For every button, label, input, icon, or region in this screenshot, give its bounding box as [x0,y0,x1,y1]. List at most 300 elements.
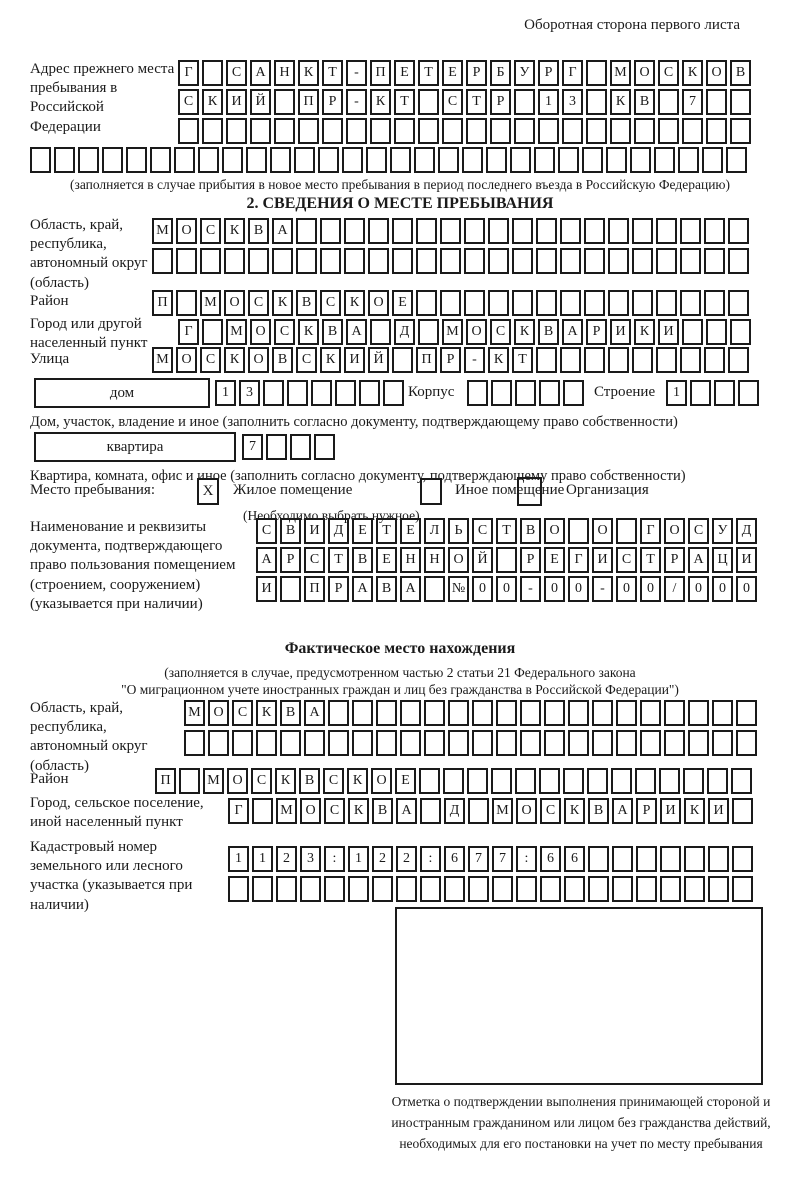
char-cell[interactable]: Р [466,60,487,86]
char-cell[interactable] [640,700,661,726]
char-cell[interactable]: О [634,60,655,86]
char-cell[interactable]: Д [394,319,415,345]
char-cell[interactable] [562,118,583,144]
char-cell[interactable] [728,248,749,274]
char-cell[interactable] [584,290,605,316]
char-cell[interactable]: 3 [239,380,260,406]
char-cell[interactable] [516,876,537,902]
char-cell[interactable] [730,319,751,345]
char-cell[interactable] [616,518,637,544]
char-cell[interactable] [344,248,365,274]
char-cell[interactable]: О [176,347,197,373]
char-cell[interactable]: К [564,798,585,824]
char-cell[interactable] [536,290,557,316]
char-cell[interactable]: Л [424,518,445,544]
char-cell[interactable]: К [202,89,223,115]
char-cell[interactable] [706,89,727,115]
char-cell[interactable] [682,118,703,144]
char-cell[interactable] [152,248,173,274]
char-cell[interactable] [226,118,247,144]
char-cell[interactable]: М [152,347,173,373]
char-cell[interactable] [491,768,512,794]
char-cell[interactable]: Т [466,89,487,115]
char-cell[interactable]: И [344,347,365,373]
char-cell[interactable] [611,768,632,794]
char-cell[interactable]: Н [424,547,445,573]
char-cell[interactable]: Т [512,347,533,373]
char-cell[interactable] [274,89,295,115]
char-cell[interactable]: В [299,768,320,794]
char-cell[interactable]: В [538,319,559,345]
char-cell[interactable] [564,876,585,902]
char-cell[interactable] [512,248,533,274]
char-cell[interactable] [202,319,223,345]
char-cell[interactable] [568,730,589,756]
char-cell[interactable] [328,730,349,756]
char-cell[interactable]: И [736,547,757,573]
char-cell[interactable]: Н [274,60,295,86]
char-cell[interactable] [263,380,284,406]
char-cell[interactable] [632,218,653,244]
char-cell[interactable] [438,147,459,173]
char-cell[interactable]: О [706,60,727,86]
char-cell[interactable] [208,730,229,756]
char-cell[interactable] [414,147,435,173]
char-cell[interactable] [608,347,629,373]
char-cell[interactable]: В [588,798,609,824]
char-cell[interactable] [702,147,723,173]
char-cell[interactable]: Е [394,60,415,86]
char-cell[interactable] [448,700,469,726]
char-cell[interactable]: Р [328,576,349,602]
char-cell[interactable]: У [712,518,733,544]
char-cell[interactable] [496,547,517,573]
char-cell[interactable] [712,730,733,756]
char-cell[interactable] [512,290,533,316]
char-cell[interactable] [448,730,469,756]
char-cell[interactable] [368,248,389,274]
char-cell[interactable] [352,730,373,756]
char-cell[interactable]: С [472,518,493,544]
checkbox-organization[interactable] [517,477,542,506]
char-cell[interactable] [314,434,335,460]
char-cell[interactable] [608,248,629,274]
char-cell[interactable]: К [272,290,293,316]
char-cell[interactable]: К [275,768,296,794]
char-cell[interactable]: О [368,290,389,316]
char-cell[interactable] [708,846,729,872]
char-cell[interactable] [568,518,589,544]
char-cell[interactable] [396,876,417,902]
char-cell[interactable]: И [610,319,631,345]
char-cell[interactable] [179,768,200,794]
char-cell[interactable] [704,248,725,274]
char-cell[interactable]: Ц [712,547,733,573]
char-cell[interactable] [464,218,485,244]
char-cell[interactable] [704,347,725,373]
char-cell[interactable]: 1 [348,846,369,872]
char-cell[interactable] [636,846,657,872]
char-cell[interactable] [512,218,533,244]
char-cell[interactable]: С [178,89,199,115]
char-cell[interactable] [608,218,629,244]
apartment-type-box[interactable]: квартира [34,432,236,462]
char-cell[interactable]: С [616,547,637,573]
char-cell[interactable] [706,319,727,345]
char-cell[interactable] [492,876,513,902]
char-cell[interactable] [176,290,197,316]
char-cell[interactable] [634,118,655,144]
char-cell[interactable]: А [396,798,417,824]
char-cell[interactable] [510,147,531,173]
char-cell[interactable] [232,730,253,756]
char-cell[interactable] [467,768,488,794]
char-cell[interactable] [610,118,631,144]
char-cell[interactable]: А [562,319,583,345]
char-cell[interactable]: В [634,89,655,115]
char-cell[interactable] [688,730,709,756]
char-cell[interactable]: М [203,768,224,794]
char-cell[interactable] [563,768,584,794]
char-cell[interactable]: 1 [538,89,559,115]
char-cell[interactable] [224,248,245,274]
char-cell[interactable] [732,846,753,872]
char-cell[interactable]: В [352,547,373,573]
char-cell[interactable] [630,147,651,173]
char-cell[interactable] [486,147,507,173]
char-cell[interactable] [298,118,319,144]
char-cell[interactable] [202,60,223,86]
char-cell[interactable]: О [176,218,197,244]
char-cell[interactable]: В [376,576,397,602]
char-cell[interactable]: О [448,547,469,573]
char-cell[interactable] [392,248,413,274]
char-cell[interactable] [520,730,541,756]
char-cell[interactable] [468,876,489,902]
char-cell[interactable] [344,218,365,244]
char-cell[interactable] [280,730,301,756]
char-cell[interactable]: О [544,518,565,544]
char-cell[interactable] [416,248,437,274]
char-cell[interactable]: - [520,576,541,602]
char-cell[interactable]: 0 [496,576,517,602]
char-cell[interactable]: 1 [252,846,273,872]
char-cell[interactable]: К [298,60,319,86]
char-cell[interactable] [586,60,607,86]
char-cell[interactable] [632,347,653,373]
char-cell[interactable]: К [348,798,369,824]
char-cell[interactable]: У [514,60,535,86]
char-cell[interactable]: 0 [736,576,757,602]
char-cell[interactable] [488,290,509,316]
char-cell[interactable]: И [304,518,325,544]
char-cell[interactable]: / [664,576,685,602]
char-cell[interactable]: О [250,319,271,345]
char-cell[interactable] [420,798,441,824]
char-cell[interactable]: 2 [372,846,393,872]
char-cell[interactable] [654,147,675,173]
char-cell[interactable] [368,218,389,244]
char-cell[interactable]: Б [490,60,511,86]
char-cell[interactable] [256,730,277,756]
char-cell[interactable] [728,218,749,244]
char-cell[interactable] [664,700,685,726]
char-cell[interactable] [568,700,589,726]
char-cell[interactable] [366,147,387,173]
char-cell[interactable]: 1 [228,846,249,872]
char-cell[interactable]: Р [490,89,511,115]
char-cell[interactable]: О [516,798,537,824]
char-cell[interactable]: П [370,60,391,86]
char-cell[interactable] [606,147,627,173]
char-cell[interactable] [683,768,704,794]
char-cell[interactable] [318,147,339,173]
char-cell[interactable]: Н [400,547,421,573]
char-cell[interactable]: 0 [544,576,565,602]
char-cell[interactable] [730,89,751,115]
char-cell[interactable] [376,730,397,756]
char-cell[interactable]: : [420,846,441,872]
char-cell[interactable] [320,248,341,274]
char-cell[interactable]: Г [562,60,583,86]
char-cell[interactable]: М [184,700,205,726]
char-cell[interactable] [352,700,373,726]
char-cell[interactable] [370,118,391,144]
char-cell[interactable] [304,730,325,756]
char-cell[interactable]: В [322,319,343,345]
char-cell[interactable] [608,290,629,316]
char-cell[interactable] [656,347,677,373]
char-cell[interactable]: С [320,290,341,316]
char-cell[interactable] [714,380,735,406]
char-cell[interactable]: - [346,89,367,115]
char-cell[interactable]: С [324,798,345,824]
char-cell[interactable] [536,248,557,274]
char-cell[interactable]: Т [496,518,517,544]
char-cell[interactable]: 7 [682,89,703,115]
char-cell[interactable] [656,290,677,316]
char-cell[interactable] [174,147,195,173]
char-cell[interactable]: Е [352,518,373,544]
char-cell[interactable]: К [684,798,705,824]
char-cell[interactable]: К [224,347,245,373]
char-cell[interactable] [78,147,99,173]
char-cell[interactable] [322,118,343,144]
char-cell[interactable]: А [272,218,293,244]
char-cell[interactable] [584,248,605,274]
char-cell[interactable]: П [416,347,437,373]
char-cell[interactable]: И [592,547,613,573]
char-cell[interactable] [462,147,483,173]
char-cell[interactable] [680,248,701,274]
char-cell[interactable] [491,380,512,406]
char-cell[interactable]: Е [544,547,565,573]
char-cell[interactable]: О [371,768,392,794]
char-cell[interactable]: Р [636,798,657,824]
char-cell[interactable]: М [226,319,247,345]
char-cell[interactable] [359,380,380,406]
char-cell[interactable] [383,380,404,406]
char-cell[interactable] [636,876,657,902]
char-cell[interactable] [222,147,243,173]
char-cell[interactable]: 7 [492,846,513,872]
char-cell[interactable] [246,147,267,173]
char-cell[interactable] [440,290,461,316]
char-cell[interactable] [658,89,679,115]
char-cell[interactable] [680,290,701,316]
char-cell[interactable]: В [730,60,751,86]
char-cell[interactable]: К [514,319,535,345]
char-cell[interactable]: К [370,89,391,115]
char-cell[interactable] [416,290,437,316]
char-cell[interactable]: О [224,290,245,316]
char-cell[interactable] [420,876,441,902]
char-cell[interactable] [707,768,728,794]
char-cell[interactable]: С [490,319,511,345]
char-cell[interactable]: А [352,576,373,602]
char-cell[interactable] [680,218,701,244]
char-cell[interactable]: А [304,700,325,726]
char-cell[interactable] [680,347,701,373]
char-cell[interactable]: - [592,576,613,602]
char-cell[interactable] [30,147,51,173]
char-cell[interactable]: Г [178,60,199,86]
char-cell[interactable]: О [300,798,321,824]
char-cell[interactable] [612,846,633,872]
char-cell[interactable] [496,730,517,756]
char-cell[interactable] [515,768,536,794]
char-cell[interactable] [586,118,607,144]
char-cell[interactable] [659,768,680,794]
char-cell[interactable] [102,147,123,173]
char-cell[interactable]: П [152,290,173,316]
char-cell[interactable] [514,89,535,115]
char-cell[interactable] [660,846,681,872]
char-cell[interactable]: К [256,700,277,726]
char-cell[interactable] [560,248,581,274]
char-cell[interactable]: : [324,846,345,872]
char-cell[interactable] [424,700,445,726]
char-cell[interactable] [584,218,605,244]
char-cell[interactable] [640,730,661,756]
char-cell[interactable] [560,218,581,244]
char-cell[interactable]: Д [328,518,349,544]
char-cell[interactable] [588,846,609,872]
char-cell[interactable] [296,248,317,274]
char-cell[interactable]: Р [586,319,607,345]
char-cell[interactable] [728,290,749,316]
char-cell[interactable] [558,147,579,173]
char-cell[interactable]: О [227,768,248,794]
char-cell[interactable] [443,768,464,794]
char-cell[interactable]: М [492,798,513,824]
char-cell[interactable]: К [488,347,509,373]
char-cell[interactable] [632,248,653,274]
char-cell[interactable] [540,876,561,902]
char-cell[interactable] [250,118,271,144]
char-cell[interactable]: С [688,518,709,544]
char-cell[interactable] [730,118,751,144]
char-cell[interactable] [296,218,317,244]
char-cell[interactable] [54,147,75,173]
char-cell[interactable]: М [276,798,297,824]
char-cell[interactable] [534,147,555,173]
char-cell[interactable]: Е [395,768,416,794]
char-cell[interactable] [738,380,759,406]
char-cell[interactable] [346,118,367,144]
char-cell[interactable]: С [232,700,253,726]
char-cell[interactable]: С [248,290,269,316]
char-cell[interactable]: 2 [396,846,417,872]
char-cell[interactable]: Т [376,518,397,544]
char-cell[interactable]: 0 [472,576,493,602]
char-cell[interactable] [706,118,727,144]
char-cell[interactable] [370,319,391,345]
char-cell[interactable] [612,876,633,902]
char-cell[interactable]: Т [418,60,439,86]
char-cell[interactable]: 7 [242,434,263,460]
char-cell[interactable]: С [251,768,272,794]
char-cell[interactable]: В [296,290,317,316]
char-cell[interactable]: С [296,347,317,373]
char-cell[interactable]: А [612,798,633,824]
char-cell[interactable] [586,89,607,115]
char-cell[interactable]: Г [640,518,661,544]
char-cell[interactable]: С [442,89,463,115]
char-cell[interactable] [678,147,699,173]
char-cell[interactable] [376,700,397,726]
char-cell[interactable]: К [682,60,703,86]
char-cell[interactable] [496,700,517,726]
char-cell[interactable] [394,118,415,144]
char-cell[interactable] [688,700,709,726]
char-cell[interactable]: А [400,576,421,602]
char-cell[interactable] [539,380,560,406]
char-cell[interactable] [424,576,445,602]
char-cell[interactable]: К [610,89,631,115]
char-cell[interactable]: Р [440,347,461,373]
char-cell[interactable] [520,700,541,726]
char-cell[interactable] [539,768,560,794]
char-cell[interactable] [544,700,565,726]
char-cell[interactable]: С [274,319,295,345]
char-cell[interactable]: К [224,218,245,244]
char-cell[interactable] [198,147,219,173]
char-cell[interactable]: Р [664,547,685,573]
char-cell[interactable]: 3 [562,89,583,115]
char-cell[interactable] [472,700,493,726]
char-cell[interactable]: - [464,347,485,373]
char-cell[interactable]: Т [328,547,349,573]
char-cell[interactable] [311,380,332,406]
char-cell[interactable]: Й [250,89,271,115]
char-cell[interactable] [150,147,171,173]
char-cell[interactable]: М [442,319,463,345]
char-cell[interactable]: С [256,518,277,544]
char-cell[interactable]: К [634,319,655,345]
char-cell[interactable]: К [298,319,319,345]
char-cell[interactable]: И [658,319,679,345]
char-cell[interactable] [266,434,287,460]
char-cell[interactable] [272,248,293,274]
char-cell[interactable] [464,290,485,316]
char-cell[interactable] [690,380,711,406]
char-cell[interactable]: П [298,89,319,115]
char-cell[interactable] [656,248,677,274]
char-cell[interactable] [635,768,656,794]
char-cell[interactable] [684,876,705,902]
char-cell[interactable] [202,118,223,144]
